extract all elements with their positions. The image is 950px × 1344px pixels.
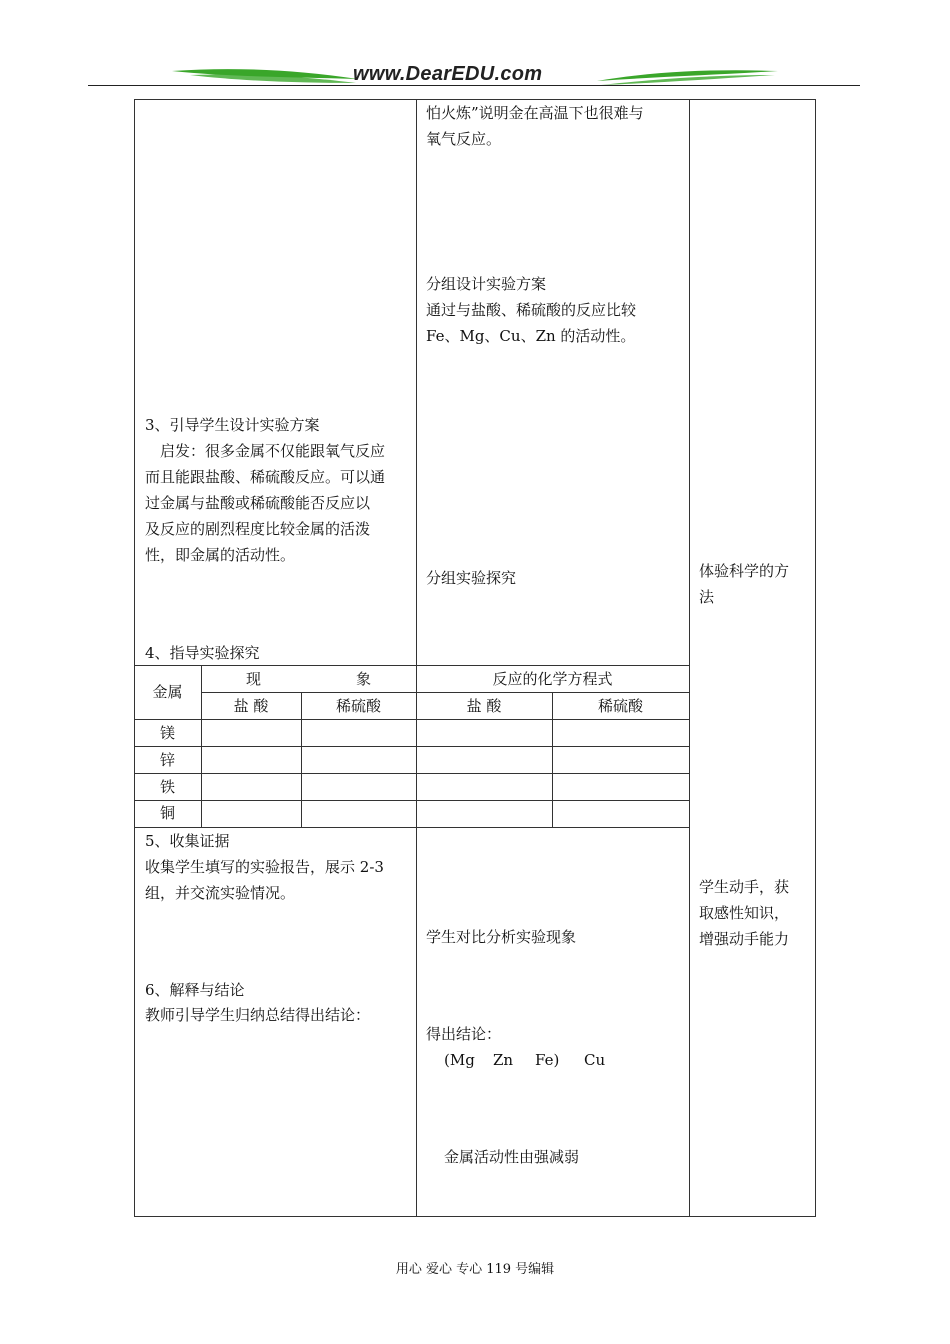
step3-line-3: 过金属与盐酸或稀硫酸能否反应以 [145, 494, 371, 512]
col2-top-line-2: 氧气反应。 [426, 130, 502, 148]
table-row-copper: 铜 [159, 804, 175, 822]
left-swoosh-icon [170, 65, 360, 87]
step3-line-4: 及反应的剧烈程度比较金属的活泼 [145, 520, 371, 538]
step3-line-5: 性，即金属的活动性。 [145, 546, 296, 564]
order-fe: Fe) [535, 1051, 560, 1069]
col3-method-line-1: 体验科学的方 [699, 562, 790, 580]
table-row-magnesium: 镁 [159, 724, 175, 742]
table-subheader-hcl-1: 盐 酸 [233, 697, 269, 715]
table-subheader-h2so4-2: 稀硫酸 [597, 697, 643, 715]
order-mg: (Mg [444, 1051, 475, 1069]
col3-handson-line-3: 增强动手能力 [699, 930, 790, 948]
order-cu: Cu [584, 1051, 606, 1069]
table-phenomenon-right: 象 [356, 670, 372, 688]
col2-compare: 学生对比分析实验现象 [426, 928, 577, 946]
step5-title: 5、收集证据 [145, 832, 230, 850]
step5-line-2: 组，并交流实验情况。 [145, 884, 296, 902]
table-subheader-hcl-2: 盐 酸 [466, 697, 502, 715]
table-phenomenon-left: 现 [246, 670, 262, 688]
site-logo: www.DearEDU.com [353, 63, 543, 85]
col2-activity: 金属活动性由强减弱 [444, 1148, 580, 1166]
order-zn: Zn [493, 1051, 514, 1069]
table-row-zinc: 锌 [159, 751, 175, 769]
step6-line-1: 教师引导学生归纳总结得出结论： [145, 1006, 371, 1024]
header-rule [88, 85, 860, 86]
step3-title: 3、引导学生设计实验方案 [145, 416, 320, 434]
step3-line-2: 而且能跟盐酸、稀硫酸反应。可以通 [145, 468, 386, 486]
step4-title: 4、指导实验探究 [145, 644, 260, 662]
col2-design-line-1: 通过与盐酸、稀硫酸的反应比较 [426, 301, 637, 319]
col3-handson-line-2: 取感性知识， [699, 904, 790, 922]
step6-title: 6、解释与结论 [145, 981, 245, 999]
col2-explore: 分组实验探究 [426, 569, 517, 587]
table-row-iron: 铁 [159, 778, 175, 796]
col2-top-line-1: 怕火炼”说明金在高温下也很难与 [426, 104, 644, 122]
col3-handson-line-1: 学生动手，获 [699, 878, 790, 896]
right-swoosh-icon [595, 65, 780, 87]
col2-conclusion-label: 得出结论： [426, 1025, 502, 1043]
step3-line-1: 启发：很多金属不仅能跟氧气反应 [160, 442, 386, 460]
step5-line-1: 收集学生填写的实验报告，展示 2-3 [145, 858, 384, 876]
page-footer: 用心 爱心 专心 119 号编辑 [395, 1262, 555, 1277]
col2-design-line-2: Fe、Mg、Cu、Zn 的活动性。 [426, 327, 636, 345]
page-header [0, 55, 950, 95]
col3-method-line-2: 法 [699, 588, 715, 606]
table-metal-header: 金属 [152, 683, 183, 701]
table-equation-header: 反应的化学方程式 [492, 670, 613, 688]
col2-design-title: 分组设计实验方案 [426, 275, 547, 293]
table-subheader-h2so4-1: 稀硫酸 [335, 697, 381, 715]
